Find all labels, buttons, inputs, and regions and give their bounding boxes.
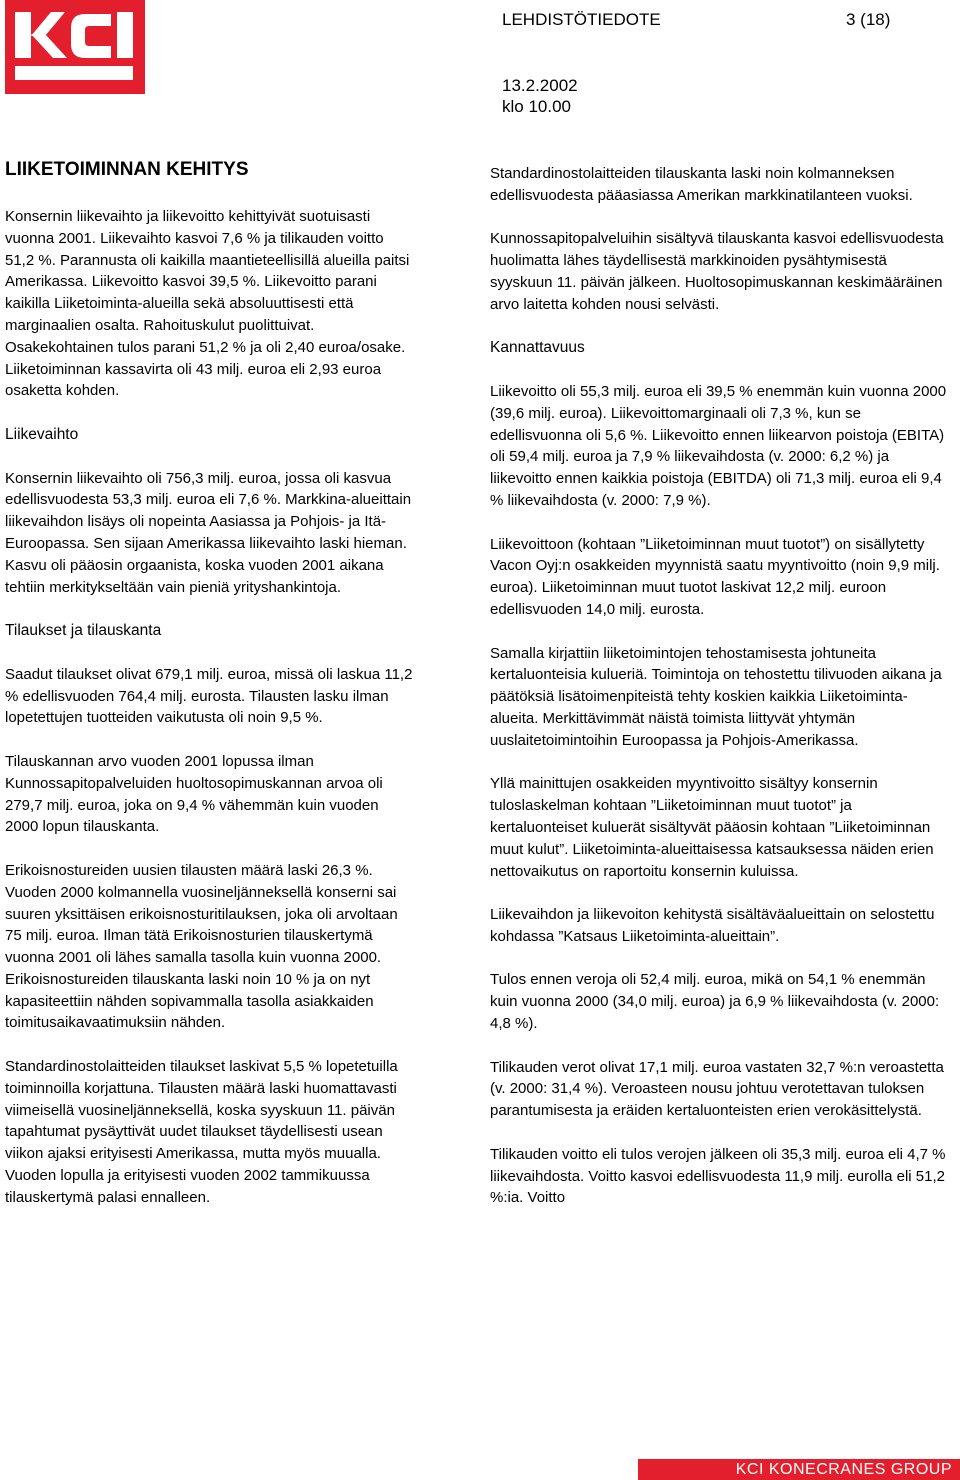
orders-paragraph-2: Tilauskannan arvo vuoden 2001 lopussa ilman Kunnossapitopalveluiden huoltosopimuskannan arvoa oli 279,7 milj. euroa, joka on 9,4 % vähemmän kuin vuoden 2000 lopun tilauskanta. [5, 752, 383, 836]
heading-tilaukset: Tilaukset ja tilauskanta [5, 622, 162, 640]
profit-paragraph-1: Liikevoitto oli 55,3 milj. euroa eli 39,5 % enemmän kuin vuonna 2000 (39,6 milj. euroa). Liikevoittomarginaali oli 7,3 %, kun se edellisvuonna oli 5,6 %. Liikevoitto ennen liikearvon poistoja (EBITA) oli 59,4 milj. euroa ja 7,9 % liikevaihdosta (v. 2000: 6,2 %) ja liikevoitto ennen kaikkia poistoja (EBITDA) oli 71,3 milj. euroa eli 9,4 % liikevaihdosta (v. 2000: 7,9 %). [490, 382, 947, 509]
profit-paragraph-2: Liikevoittoon (kohtaan ”Liiketoiminnan muut tuotot”) on sisällytetty Vacon Oyj:n osakkeiden myynnistä saatu myyntivoitto (noin 9,9 milj. euroa). Liiketoiminnan muut tuotot laskivat 12,2 milj. euroon edellisvuoden 14,0 milj. eurosta. [490, 535, 940, 618]
doc-type: LEHDISTÖTIEDOTE [502, 10, 661, 29]
profit-paragraph-6: Tulos ennen veroja oli 52,4 milj. euroa, mikä on 54,1 % enemmän kuin vuonna 2000 (34,0 milj. euroa) ja 6,9 % liikevaihdosta (v. 2000: 4,8 %). [490, 971, 940, 1033]
section-title: LIIKETOIMINNAN KEHITYS [5, 159, 249, 180]
page-number: 3 (18) [846, 10, 891, 29]
sales-paragraph: Konsernin liikevaihto oli 756,3 milj. euroa, jossa oli kasvua edellisvuodesta 53,3 milj. euroa eli 7,6 %. Markkina-alueittain liikevaihdon lisäys oli nopeinta Aasiassa ja Pohjois- ja Itä-Euroopassa. Sen sijaan Amerikassa liikevaihto laski hieman. Kasvu oli pääosin orgaanista, koska vuoden 2001 aikana tehtiin merkitykseltään vain pieniä yrityshankintoja. [5, 469, 412, 596]
kci-logo-mark [5, 0, 145, 94]
orders-paragraph-3: Erikoisnostureiden uusien tilausten määrä laski 26,3 %. Vuoden 2000 kolmannella vuosineljänneksellä konserni sai suuren yksittäisen erikoisnosturitilauksen, joka oli arvoltaan 75 milj. euroa. Ilman tätä Erikoisnosturien tilauskertymä vuonna 2001 oli lähes samalla tasolla kuin vuonna 2000. Erikoisnostureiden tilauskanta laski noin 10 % ja on nyt kapasiteettiin nähden sopivammalla tasolla asiakkaiden toimitusaikavaatimuksiin nähden. [5, 861, 398, 1032]
orders-paragraph-4: Standardinostolaitteiden tilaukset laskivat 5,5 % lopetetuilla toiminnoilla korjattuna. Tilausten määrä laski huomattavasti viimeisellä vuosineljänneksellä, koska syyskuun 11. päivän tapahtumat pysäyttivät uudet tilaukset täydellisesti usean viikon ajaksi erityisesti Amerikassa, mutta myös muualla. Vuoden lopulla ja erityisesti vuoden 2002 tammikuussa tilauskertymä palasi ennalleen. [5, 1058, 398, 1206]
release-time: klo 10.00 [502, 97, 571, 116]
release-date: 13.2.2002 [502, 76, 578, 95]
heading-kannattavuus: Kannattavuus [490, 339, 585, 357]
heading-liikevaihto: Liikevaihto [5, 425, 79, 443]
footer-company: KCI KONECRANES GROUP [638, 1459, 960, 1480]
profit-paragraph-3: Samalla kirjattiin liiketoimintojen tehostamisesta johtuneita kertaluonteisia kulueriä. Toimintoja on tehostettu tilivuoden aikana ja päätöksiä lisätoimenpiteistä tehty koskien kaikkia Liiketoiminta-alueita. Merkittävimmät näistä toimista liittyvät yhtymän uuslaitetoimintoihin Euroopassa ja Pohjois-Amerikassa. [490, 644, 942, 749]
profit-paragraph-8: Tilikauden voitto eli tulos verojen jälkeen oli 35,3 milj. euroa eli 4,7 % liikevaihdosta. Voitto kasvoi edellisvuodesta 11,9 milj. eurolla eli 51,2 %:ia. Voitto [490, 1145, 946, 1207]
profit-paragraph-4: Yllä mainittujen osakkeiden myyntivoitto sisältyy konsernin tuloslaskelman kohtaan ”Liiketoiminnan muut tuotot” ja kertaluonteiset kuluerät sisältyvät pääosin kohtaan ”Liiketoiminnan muut kulut”. Liiketoiminta-alueittaisessa katsauksessa näiden erien nettovaikutus on raportoitu konsernin kuluissa. [490, 775, 934, 880]
profit-paragraph-7: Tilikauden verot olivat 17,1 milj. euroa vastaten 32,7 %:n veroastetta (v. 2000: 31,4 %). Veroasteen nousu johtuu verotettavan tuloksen parantumisesta ja eräiden kertaluonteisten erien verokäsittelystä. [490, 1058, 944, 1120]
right-paragraph-2: Kunnossapitopalveluihin sisältyvä tilauskanta kasvoi edellisvuodesta huolimatta lähes täydellisestä markkinoiden pysähtymisestä syyskuun 11. päivän jälkeen. Huoltosopimuskannan keskimääräinen arvo laitetta kohden nousi selvästi. [490, 230, 944, 313]
profit-paragraph-5: Liikevaihdon ja liikevoiton kehitystä sisältäväalueittain on selostettu kohdassa ”Katsaus Liiketoiminta-alueittain”. [490, 906, 935, 945]
orders-paragraph-1: Saadut tilaukset olivat 679,1 milj. euroa, missä oli laskua 11,2 % edellisvuoden 764,4 milj. eurosta. Tilausten lasku ilman lopetettujen tuotteiden vaikutusta oli noin 9,5 %. [5, 665, 413, 727]
left-column [5, 158, 415, 1230]
right-column [490, 163, 948, 1231]
kci-logo [5, 0, 145, 94]
right-paragraph-1: Standardinostolaitteiden tilauskanta laski noin kolmanneksen edellisvuodesta pääasiassa Amerikan markkinatilanteen vuoksi. [490, 165, 913, 204]
intro-paragraph: Konsernin liikevaihto ja liikevoitto kehittyivät suotuisasti vuonna 2001. Liikevaihto kasvoi 7,6 % ja tilikauden voitto 51,2 %. Parannusta oli kaikilla maantieteellisillä alueilla paitsi Amerikassa. Liikevoitto kasvoi 39,5 %. Liikevoitto parani kaikilla Liiketoiminta-alueilla sekä absoluuttisesti että marginaalien osalta. Rahoituskulut puolittuivat. Osakekohtainen tulos parani 51,2 % ja oli 2,40 euroa/osake. Liiketoiminnan kassavirta oli 43 milj. euroa eli 2,93 euroa osaketta kohden. [5, 208, 410, 400]
